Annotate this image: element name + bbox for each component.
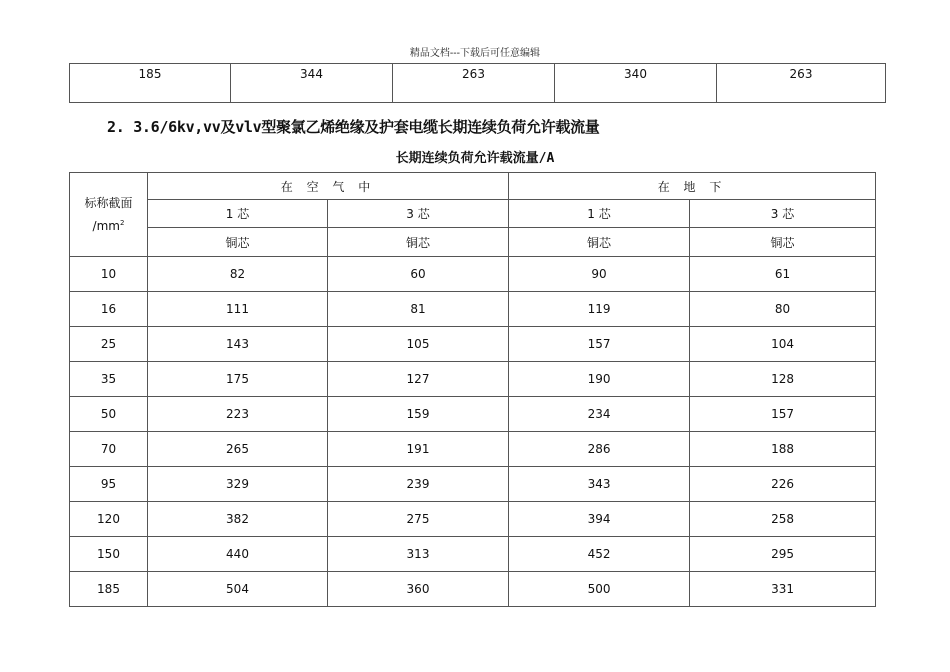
header-row-cores	[70, 200, 876, 228]
header-row-location	[70, 173, 876, 200]
table-cell: 25	[70, 327, 148, 362]
table-cell: 340	[555, 64, 717, 103]
page-header-note: 精品文档---下载后可任意编辑	[409, 48, 541, 59]
table-cell: 190	[509, 362, 690, 397]
table-row	[70, 572, 876, 607]
table-row	[70, 292, 876, 327]
header-copper: 铜芯	[148, 228, 328, 257]
table-cell: 70	[70, 432, 148, 467]
table-cell: 263	[393, 64, 555, 103]
table-cell: 440	[148, 537, 328, 572]
area-label: 标称截面	[84, 195, 133, 210]
table-cell: 175	[148, 362, 328, 397]
table-cell: 104	[690, 327, 876, 362]
table-cell: 60	[328, 257, 509, 292]
table-cell: 265	[148, 432, 328, 467]
header-copper: 铜芯	[690, 228, 876, 257]
table-row	[70, 502, 876, 537]
table-cell: 185	[70, 64, 231, 103]
table-cell: 226	[690, 467, 876, 502]
table-row	[70, 537, 876, 572]
table-cell: 95	[70, 467, 148, 502]
table-cell: 331	[690, 572, 876, 607]
header-core-1-air: 1 芯	[148, 200, 328, 228]
table-cell: 191	[328, 432, 509, 467]
table-cell: 223	[148, 397, 328, 432]
table-cell: 35	[70, 362, 148, 397]
table-cell: 111	[148, 292, 328, 327]
table-cell: 394	[509, 502, 690, 537]
table-cell: 286	[509, 432, 690, 467]
table-cell: 313	[328, 537, 509, 572]
table-cell: 452	[509, 537, 690, 572]
table-row	[70, 64, 886, 103]
table-cell: 263	[717, 64, 886, 103]
table-cell: 16	[70, 292, 148, 327]
table-cell: 344	[231, 64, 393, 103]
table-cell: 82	[148, 257, 328, 292]
header-copper: 铜芯	[509, 228, 690, 257]
table-cell: 150	[70, 537, 148, 572]
table-cell: 275	[328, 502, 509, 537]
table-cell: 157	[509, 327, 690, 362]
table-cell: 329	[148, 467, 328, 502]
table-row	[70, 467, 876, 502]
table-row	[70, 432, 876, 467]
table-caption: 长期连续负荷允许载流量/A	[395, 151, 555, 166]
table-cell: 81	[328, 292, 509, 327]
header-copper: 铜芯	[328, 228, 509, 257]
table-cell: 61	[690, 257, 876, 292]
area-unit: /mm	[92, 218, 120, 233]
header-core-3-air: 3 芯	[328, 200, 509, 228]
table-cell: 188	[690, 432, 876, 467]
table-cell: 119	[509, 292, 690, 327]
header-core-3-ground: 3 芯	[690, 200, 876, 228]
table-cell: 105	[328, 327, 509, 362]
header-underground: 在 地 下	[509, 173, 876, 200]
section-heading: 2. 3.6/6kv,vv及vlv型聚氯乙烯绝缘及护套电缆长期连续负荷允许载流量	[107, 118, 600, 136]
table-cell: 143	[148, 327, 328, 362]
table-cell: 157	[690, 397, 876, 432]
previous-table-fragment	[69, 63, 886, 103]
table-cell: 239	[328, 467, 509, 502]
table-cell: 127	[328, 362, 509, 397]
table-cell: 234	[509, 397, 690, 432]
area-header-cell	[70, 173, 148, 257]
table-cell: 360	[328, 572, 509, 607]
header-in-air: 在 空 气 中	[148, 173, 509, 200]
table-cell: 382	[148, 502, 328, 537]
area-unit-sup: 2	[119, 218, 125, 227]
table-cell: 159	[328, 397, 509, 432]
table-cell: 343	[509, 467, 690, 502]
table-row	[70, 257, 876, 292]
table-cell: 120	[70, 502, 148, 537]
ampacity-table	[69, 172, 876, 607]
table-cell: 80	[690, 292, 876, 327]
table-cell: 295	[690, 537, 876, 572]
table-cell: 90	[509, 257, 690, 292]
table-row	[70, 327, 876, 362]
header-core-1-ground: 1 芯	[509, 200, 690, 228]
table-cell: 10	[70, 257, 148, 292]
table-row	[70, 362, 876, 397]
table-cell: 50	[70, 397, 148, 432]
table-cell: 504	[148, 572, 328, 607]
table-cell: 258	[690, 502, 876, 537]
header-row-material	[70, 228, 876, 257]
table-cell: 128	[690, 362, 876, 397]
table-row	[70, 397, 876, 432]
table-cell: 185	[70, 572, 148, 607]
table-cell: 500	[509, 572, 690, 607]
